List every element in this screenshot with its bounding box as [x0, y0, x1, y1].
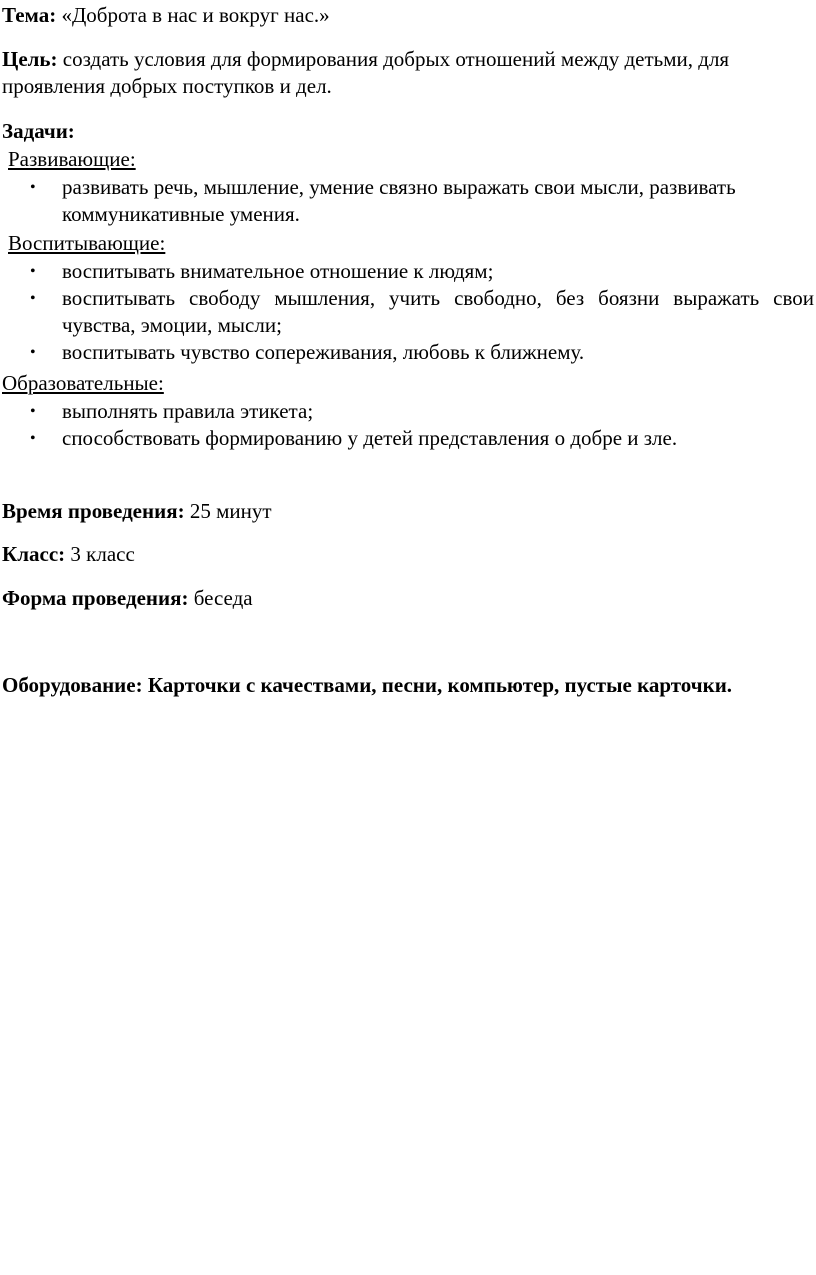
goal-value: создать условия для формирования добрых отношений между детьми, для проявления добрых поступков и дел.: [2, 47, 730, 98]
class-line: [2, 541, 135, 568]
list-developing: [0, 174, 816, 228]
list-item-text: развивать речь, мышление, умение связно выражать свои мысли, развивать коммуникативные умения.: [62, 175, 736, 226]
bullet-icon: •: [30, 344, 36, 361]
duration-value: 25 минут: [184, 499, 272, 523]
bullet-icon: •: [30, 430, 36, 447]
list-educating: [0, 258, 816, 366]
format-value: беседа: [188, 586, 253, 610]
list-item-text: воспитывать внимательное отношение к людям;: [62, 259, 494, 283]
group-title-learning: Образовательные:: [2, 371, 164, 395]
list-item-text: воспитывать чувство сопереживания, любовь к ближнему.: [62, 340, 585, 364]
bullet-icon: •: [30, 263, 36, 280]
duration-label: Время проведения:: [2, 499, 185, 523]
bullet-icon: •: [30, 290, 36, 307]
list-item: [0, 398, 816, 425]
list-item: [0, 425, 816, 452]
list-item: [0, 285, 816, 339]
tasks-heading: [2, 118, 75, 145]
group-title-developing: Развивающие:: [8, 147, 136, 171]
topic-line: [2, 2, 330, 29]
list-item: [0, 174, 816, 228]
group-title-educating: Воспитывающие:: [8, 231, 166, 255]
topic-label: Тема:: [2, 3, 57, 27]
list-item-text: воспитывать свободу мышления, учить свободно, без боязни выражать свои чувства, эмоции, мысли;: [62, 286, 814, 337]
format-line: [2, 585, 253, 612]
list-item: [0, 339, 816, 366]
bullet-icon: •: [30, 179, 36, 196]
list-item-text: выполнять правила этикета;: [62, 399, 314, 423]
class-value: 3 класс: [65, 542, 135, 566]
goal-line: [2, 46, 814, 100]
goal-label: Цель:: [2, 47, 58, 71]
class-label: Класс:: [2, 542, 66, 566]
list-learning: [0, 398, 816, 452]
list-item: [0, 258, 816, 285]
tasks-label: Задачи:: [2, 119, 75, 143]
list-item-text: способствовать формированию у детей представления о добре и зле.: [62, 426, 678, 450]
duration-line: [2, 498, 272, 525]
bullet-icon: •: [30, 403, 36, 420]
format-label: Форма проведения:: [2, 586, 189, 610]
equipment-line: Оборудование: Карточки с качествами, песни, компьютер, пустые карточки.: [2, 673, 733, 697]
topic-value: «Доброта в нас и вокруг нас.»: [56, 3, 330, 27]
